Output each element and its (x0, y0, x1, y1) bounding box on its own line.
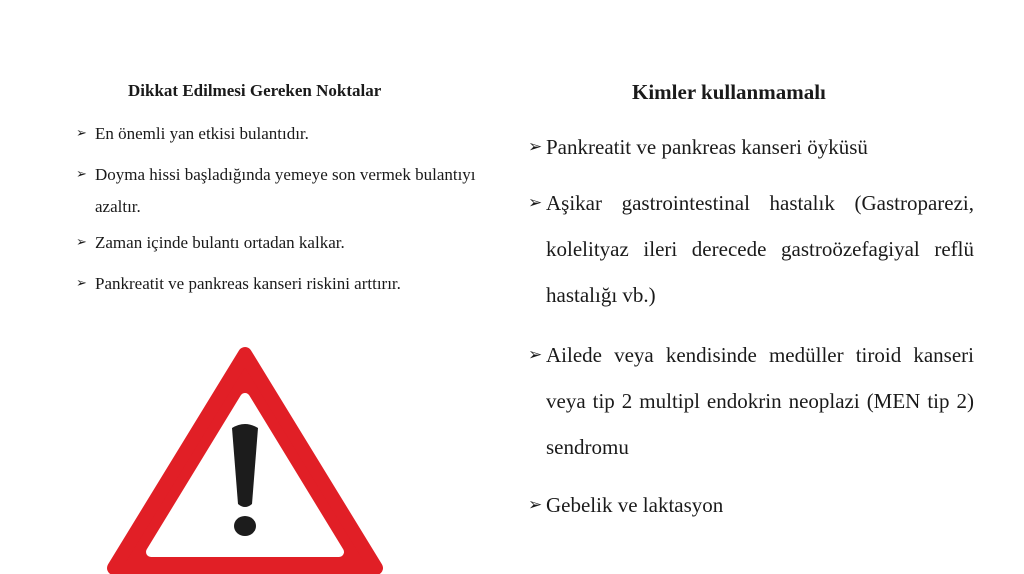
list-item (528, 332, 974, 470)
list-item (76, 118, 516, 150)
list-item (76, 268, 516, 300)
right-section-title: Kimler kullanmamalı (632, 80, 826, 104)
list-item-text: Pankreatit ve pankreas kanseri riskini arttırır. (95, 274, 401, 293)
list-item-text: Gebelik ve laktasyon (546, 493, 724, 517)
list-item-text: Zaman içinde bulantı ortadan kalkar. (95, 233, 345, 252)
contraindications-list (528, 124, 974, 538)
arrowhead-bullet-icon: ➢ (76, 276, 87, 291)
list-item-text: Aşikar gastrointestinal hastalık (Gastroparezi, kolelityaz ileri derecede gastroözefagiyal reflü hastalığı vb.) (546, 191, 974, 307)
list-item (528, 124, 974, 170)
arrowhead-bullet-icon: ➢ (528, 345, 543, 365)
list-item (528, 482, 974, 528)
list-item (76, 159, 516, 223)
arrowhead-bullet-icon: ➢ (76, 235, 87, 250)
list-item-text: Ailede veya kendisinde medüller tiroid kanseri veya tip 2 multipl endokrin neoplazi (MEN tip 2) sendromu (546, 343, 974, 459)
list-item-text: Pankreatit ve pankreas kanseri öyküsü (546, 135, 868, 159)
list-item-text: Doyma hissi başladığında yemeye son vermek bulantıyı azaltır. (95, 165, 476, 216)
list-item (76, 227, 516, 259)
warning-triangle-icon (106, 346, 384, 574)
arrowhead-bullet-icon: ➢ (528, 495, 543, 515)
list-item (528, 180, 974, 318)
left-section-title: Dikkat Edilmesi Gereken Noktalar (128, 81, 382, 100)
exclamation-dot (234, 516, 256, 536)
precautions-list (76, 118, 516, 309)
arrowhead-bullet-icon: ➢ (528, 193, 543, 213)
arrowhead-bullet-icon: ➢ (528, 137, 543, 157)
list-item-text: En önemli yan etkisi bulantıdır. (95, 124, 309, 143)
arrowhead-bullet-icon: ➢ (76, 126, 87, 141)
arrowhead-bullet-icon: ➢ (76, 167, 87, 182)
